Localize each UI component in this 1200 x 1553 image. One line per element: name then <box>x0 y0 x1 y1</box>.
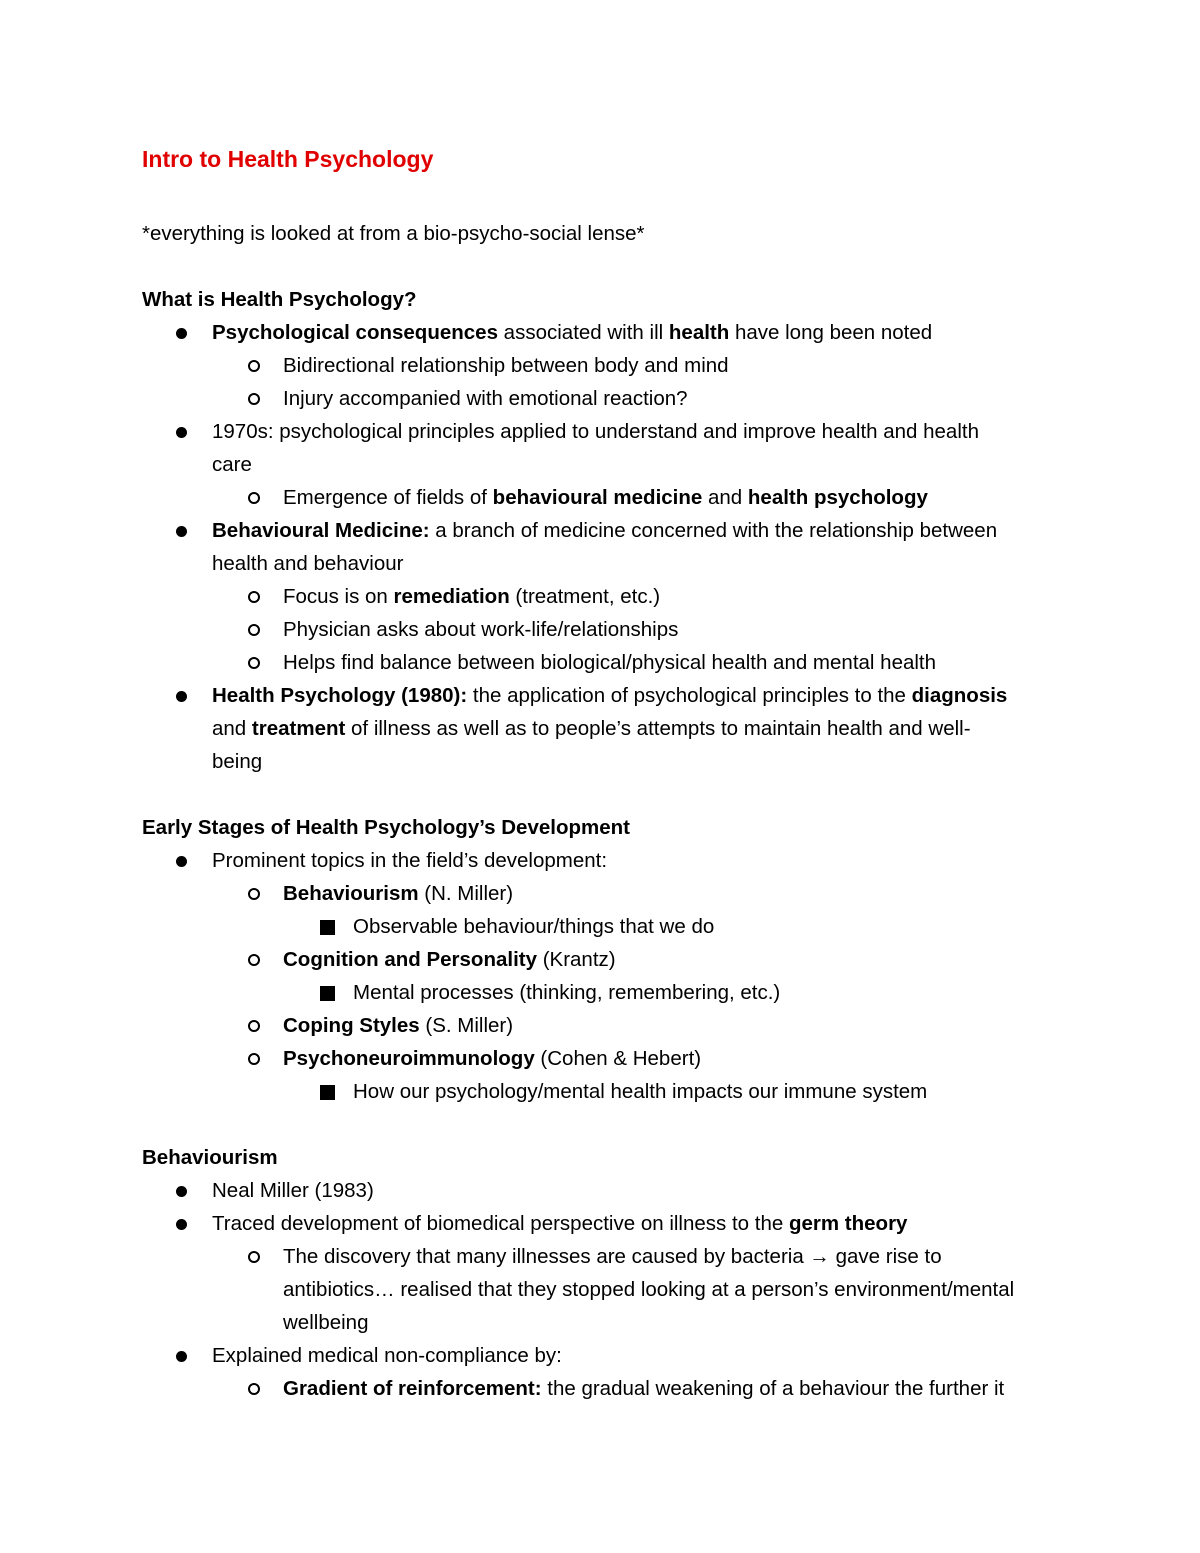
list-item <box>212 681 1007 711</box>
text-line <box>283 1308 368 1338</box>
bold-text: Psychoneuroimmunology <box>283 1047 535 1070</box>
text-run: a branch of medicine concerned with the relationship between <box>429 519 998 542</box>
list-item <box>283 945 616 975</box>
bold-text: Early Stages of Health Psychology’s Development <box>142 816 630 839</box>
text-run: of illness as well as to people’s attempts to maintain health and well- <box>345 717 971 740</box>
bullet-disc-icon <box>176 1351 187 1362</box>
list-item <box>283 351 729 381</box>
bullet-circle-icon <box>248 1053 260 1065</box>
list-item <box>283 879 513 909</box>
list-item <box>283 648 936 678</box>
text-line <box>212 747 262 777</box>
list-item <box>283 483 928 513</box>
bold-text: Coping Styles <box>283 1014 420 1037</box>
text-run: being <box>212 750 263 773</box>
bold-text: remediation <box>393 585 510 608</box>
text-run: Traced development of biomedical perspective on illness to the <box>212 1212 789 1235</box>
bold-text: Cognition and Personality <box>283 948 537 971</box>
list-item <box>212 516 997 546</box>
bullet-disc-icon <box>176 526 187 537</box>
section-heading <box>142 813 630 843</box>
document-title: Intro to Health Psychology <box>142 146 434 172</box>
bold-text: behavioural medicine <box>492 486 703 509</box>
bullet-circle-icon <box>248 624 260 636</box>
list-item <box>212 1341 562 1371</box>
bullet-circle-icon <box>248 1383 260 1395</box>
list-item <box>212 1176 374 1206</box>
list-item <box>283 1011 513 1041</box>
text-run: Bidirectional relationship between body and mind <box>283 354 729 377</box>
bullet-disc-icon <box>176 856 187 867</box>
text-run: antibiotics… realised that they stopped looking at a person’s environment/mental <box>283 1278 1015 1301</box>
text-run: (treatment, etc.) <box>509 585 661 608</box>
bullet-circle-icon <box>248 954 260 966</box>
text-run: (N. Miller) <box>418 882 514 905</box>
bullet-circle-icon <box>248 1020 260 1032</box>
list-item <box>283 615 678 645</box>
bullet-disc-icon <box>176 691 187 702</box>
text-run: and <box>702 486 748 509</box>
bold-text: diagnosis <box>911 684 1008 707</box>
text-run: Observable behaviour/things that we do <box>353 915 715 938</box>
text-line <box>212 450 252 480</box>
bullet-circle-icon <box>248 1251 260 1263</box>
list-item <box>283 1242 942 1272</box>
text-run: The discovery that many illnesses are caused by bacteria → gave rise to <box>283 1245 942 1268</box>
bold-text: germ theory <box>788 1212 908 1235</box>
bold-text: Behaviourism <box>142 1146 278 1169</box>
list-item <box>212 846 607 876</box>
bold-text: Behaviourism <box>283 882 419 905</box>
section-heading <box>142 285 417 315</box>
text-line <box>142 219 645 249</box>
bullet-square-icon <box>320 1085 335 1100</box>
text-run: have long been noted <box>729 321 933 344</box>
text-run: (Cohen & Hebert) <box>534 1047 702 1070</box>
bold-text: Health Psychology (1980): <box>212 684 468 707</box>
text-run: How our psychology/mental health impacts our immune system <box>353 1080 928 1103</box>
bold-text: health psychology <box>747 486 928 509</box>
bullet-disc-icon <box>176 1219 187 1230</box>
bullet-disc-icon <box>176 1186 187 1197</box>
list-item <box>212 417 979 447</box>
text-run: Neal Miller (1983) <box>212 1179 374 1202</box>
text-run: *everything is looked at from a bio-psycho-social lense* <box>142 222 645 245</box>
bullet-square-icon <box>320 986 335 1001</box>
list-item <box>283 582 660 612</box>
bullet-square-icon <box>320 920 335 935</box>
text-run: Focus is on <box>283 585 394 608</box>
text-run: Injury accompanied with emotional reaction? <box>283 387 688 410</box>
text-run: care <box>212 453 252 476</box>
bullet-circle-icon <box>248 657 260 669</box>
list-item <box>212 318 932 348</box>
text-run: wellbeing <box>283 1311 369 1334</box>
text-run: associated with ill <box>497 321 669 344</box>
bold-text: Gradient of reinforcement: <box>283 1377 542 1400</box>
bullet-circle-icon <box>248 492 260 504</box>
text-run: (Krantz) <box>537 948 616 971</box>
text-line <box>212 549 404 579</box>
bold-text: Behavioural Medicine: <box>212 519 430 542</box>
bold-text: Psychological consequences <box>212 321 498 344</box>
bullet-circle-icon <box>248 393 260 405</box>
text-run: the gradual weakening of a behaviour the further it <box>541 1377 1005 1400</box>
bold-text: health <box>668 321 730 344</box>
bullet-circle-icon <box>248 360 260 372</box>
list-item <box>283 1044 701 1074</box>
text-run: 1970s: psychological principles applied to understand and improve health and health <box>212 420 979 443</box>
text-run: Prominent topics in the field’s development: <box>212 849 608 872</box>
list-item <box>353 978 780 1008</box>
bullet-disc-icon <box>176 427 187 438</box>
text-run: the application of psychological principles to the <box>467 684 912 707</box>
section-heading <box>142 1143 278 1173</box>
list-item <box>353 912 714 942</box>
bullet-disc-icon <box>176 328 187 339</box>
text-run: Emergence of fields of <box>283 486 493 509</box>
text-run: Explained medical non-compliance by: <box>212 1344 562 1367</box>
text-run: and <box>212 717 252 740</box>
text-run: Physician asks about work-life/relationships <box>283 618 679 641</box>
list-item <box>353 1077 927 1107</box>
text-run: Helps find balance between biological/physical health and mental health <box>283 651 937 674</box>
text-run: (S. Miller) <box>419 1014 514 1037</box>
text-line <box>283 1275 1014 1305</box>
bullet-circle-icon <box>248 888 260 900</box>
bold-text: treatment <box>251 717 346 740</box>
text-run: Mental processes (thinking, remembering, etc.) <box>353 981 781 1004</box>
list-item <box>212 1209 907 1239</box>
bold-text: What is Health Psychology? <box>142 288 417 311</box>
text-run: health and behaviour <box>212 552 404 575</box>
list-item <box>283 1374 1004 1404</box>
list-item <box>283 384 688 414</box>
text-line <box>212 714 971 744</box>
bullet-circle-icon <box>248 591 260 603</box>
